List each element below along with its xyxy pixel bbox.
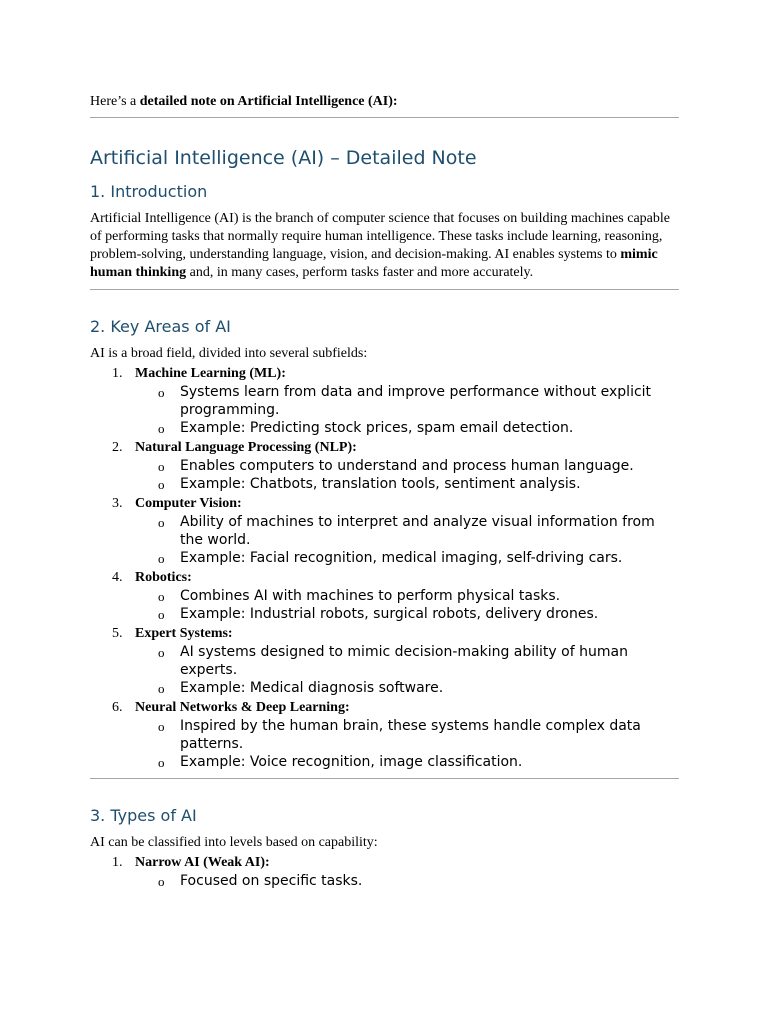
sub-list-item bbox=[135, 679, 679, 697]
sub-list-item bbox=[135, 383, 679, 419]
intro-bold: detailed note on Artificial Intelligence (AI): bbox=[139, 94, 398, 109]
divider bbox=[90, 778, 679, 779]
list-item-title: Machine Learning (ML): bbox=[135, 366, 286, 381]
sub-list-text: Example: Predicting stock prices, spam email detection. bbox=[180, 420, 574, 436]
sub-list-text: Example: Industrial robots, surgical robots, delivery drones. bbox=[180, 606, 599, 622]
list-item-title: Robotics: bbox=[135, 570, 192, 585]
list-item-title: Computer Vision: bbox=[135, 496, 242, 511]
sub-list-item bbox=[135, 549, 679, 567]
bullet-icon: o bbox=[158, 645, 165, 660]
list-number: 5. bbox=[112, 626, 123, 641]
list-number: 6. bbox=[112, 700, 123, 715]
sub-list-item bbox=[135, 605, 679, 623]
list-number: 1. bbox=[112, 366, 123, 381]
bullet-icon: o bbox=[158, 719, 165, 734]
sub-list bbox=[135, 513, 679, 567]
intro-text-bold: mimic human thinking bbox=[90, 247, 658, 280]
list-item-title: Natural Language Processing (NLP): bbox=[135, 440, 357, 455]
list-number: 3. bbox=[112, 496, 123, 511]
sub-list-text: AI systems designed to mimic decision-making ability of human experts. bbox=[180, 644, 628, 678]
key-areas-lead: AI is a broad field, divided into several subfields: bbox=[90, 346, 368, 361]
list-item bbox=[90, 854, 679, 890]
sub-list bbox=[135, 457, 679, 493]
intro-prefix: Here’s a bbox=[90, 94, 140, 109]
sub-list-text: Inspired by the human brain, these systems handle complex data patterns. bbox=[180, 718, 641, 752]
list-item-title: Expert Systems: bbox=[135, 626, 233, 641]
sub-list-item bbox=[135, 717, 679, 753]
divider bbox=[90, 289, 679, 290]
sub-list-text: Example: Chatbots, translation tools, sentiment analysis. bbox=[180, 476, 581, 492]
section-heading-key-areas: 2. Key Areas of AI bbox=[90, 317, 231, 336]
bullet-icon: o bbox=[158, 385, 165, 400]
list-number: 4. bbox=[112, 570, 123, 585]
sub-list-item bbox=[135, 513, 679, 549]
sub-list bbox=[135, 587, 679, 623]
sub-list-text: Enables computers to understand and process human language. bbox=[180, 458, 634, 474]
bullet-icon: o bbox=[158, 477, 165, 492]
sub-list bbox=[135, 383, 679, 437]
list-item bbox=[90, 439, 679, 493]
sub-list-item bbox=[135, 872, 679, 890]
bullet-icon: o bbox=[158, 459, 165, 474]
sub-list bbox=[135, 643, 679, 697]
intro-text-a: Artificial Intelligence (AI) is the branch of computer science that focuses on building machines capable of performing tasks that normally require human intelligence. These tasks include learning, reasoning, problem-solving, understanding language, vision, and decision-making. AI enables systems to bbox=[90, 211, 671, 262]
key-areas-list bbox=[90, 365, 679, 771]
document-content bbox=[90, 92, 679, 892]
list-item bbox=[90, 365, 679, 437]
list-number: 1. bbox=[112, 855, 123, 870]
list-number: 2. bbox=[112, 440, 123, 455]
intro-text-b: and, in many cases, perform tasks faster and more accurately. bbox=[186, 265, 534, 280]
list-item bbox=[90, 495, 679, 567]
bullet-icon: o bbox=[158, 755, 165, 770]
list-item bbox=[90, 625, 679, 697]
sub-list bbox=[135, 717, 679, 771]
bullet-icon: o bbox=[158, 589, 165, 604]
list-item-title: Narrow AI (Weak AI): bbox=[135, 855, 270, 870]
section-heading-introduction: 1. Introduction bbox=[90, 182, 208, 201]
sub-list-text: Example: Facial recognition, medical imaging, self-driving cars. bbox=[180, 550, 623, 566]
list-item bbox=[90, 569, 679, 623]
intro-line bbox=[90, 92, 679, 112]
section-heading-types: 3. Types of AI bbox=[90, 806, 197, 825]
bullet-icon: o bbox=[158, 607, 165, 622]
sub-list bbox=[135, 872, 679, 890]
list-item bbox=[90, 699, 679, 771]
sub-list-text: Systems learn from data and improve performance without explicit programming. bbox=[180, 384, 652, 418]
sub-list-text: Ability of machines to interpret and analyze visual information from the world. bbox=[180, 514, 655, 548]
sub-list-item bbox=[135, 475, 679, 493]
sub-list-text: Combines AI with machines to perform physical tasks. bbox=[180, 588, 561, 604]
sub-list-text: Focused on specific tasks. bbox=[180, 873, 363, 889]
sub-list-item bbox=[135, 643, 679, 679]
introduction-paragraph bbox=[90, 210, 679, 282]
sub-list-text: Example: Medical diagnosis software. bbox=[180, 680, 444, 696]
page-title: Artificial Intelligence (AI) – Detailed Note bbox=[90, 147, 477, 169]
sub-list-item bbox=[135, 457, 679, 475]
bullet-icon: o bbox=[158, 681, 165, 696]
sub-list-text: Example: Voice recognition, image classification. bbox=[180, 754, 523, 770]
list-item-title: Neural Networks & Deep Learning: bbox=[135, 700, 350, 715]
sub-list-item bbox=[135, 419, 679, 437]
bullet-icon: o bbox=[158, 551, 165, 566]
bullet-icon: o bbox=[158, 874, 165, 889]
types-lead: AI can be classified into levels based on capability: bbox=[90, 835, 378, 850]
sub-list-item bbox=[135, 587, 679, 605]
types-list bbox=[90, 854, 679, 890]
divider bbox=[90, 117, 679, 118]
bullet-icon: o bbox=[158, 515, 165, 530]
bullet-icon: o bbox=[158, 421, 165, 436]
sub-list-item bbox=[135, 753, 679, 771]
